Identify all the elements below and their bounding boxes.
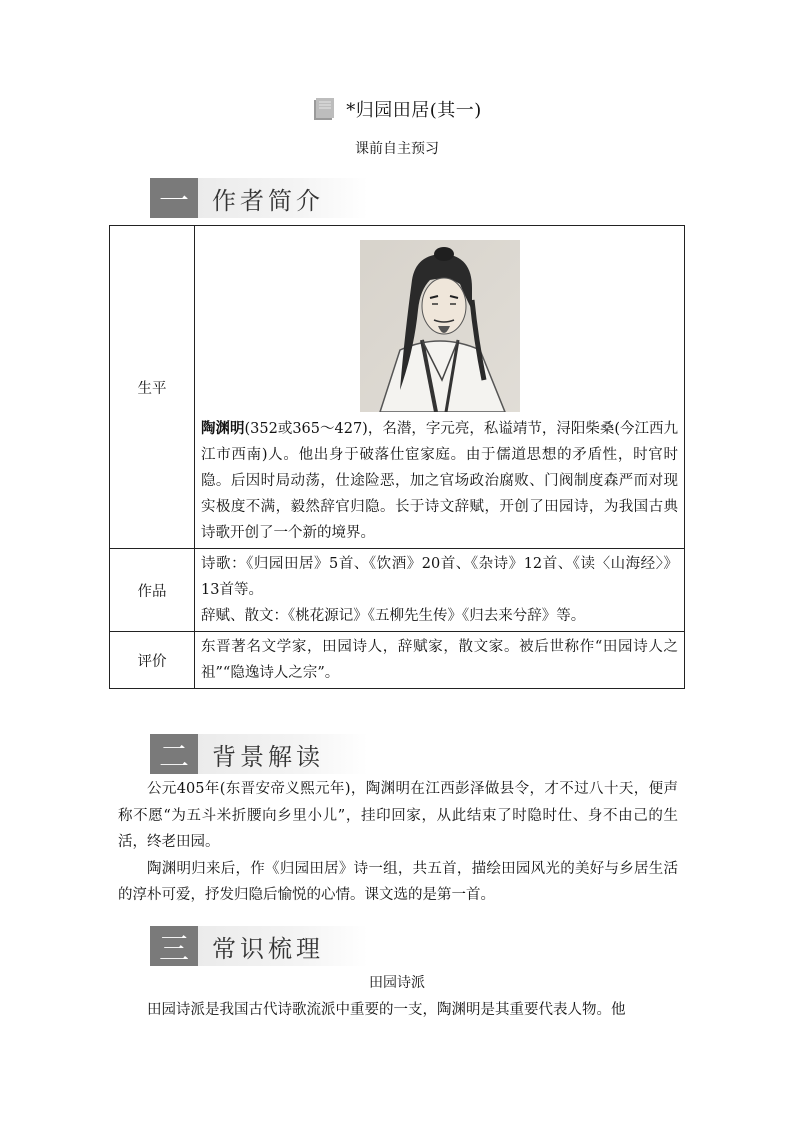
background-paragraph-1: 公元405年(东晋安帝义熙元年)，陶渊明在江西彭泽做县令，才不过八十天，便声称不愿“为五斗米折腰向乡里小儿”，挂印回家，从此结束了时隐时仕、身不由己的生活，终老田园。 bbox=[118, 781, 678, 850]
life-paragraph bbox=[201, 416, 678, 546]
table-row-works bbox=[110, 549, 685, 632]
section-number: 三 bbox=[150, 926, 198, 966]
section-title: 常识梳理 bbox=[198, 926, 368, 966]
portrait-image bbox=[360, 240, 520, 412]
works-cell bbox=[195, 549, 685, 632]
life-label: 生平 bbox=[110, 226, 195, 549]
evaluation-label: 评价 bbox=[110, 632, 195, 689]
portrait-wrap bbox=[201, 228, 678, 416]
page-subtitle: 课前自主预习 bbox=[355, 141, 439, 157]
section-number: 二 bbox=[150, 734, 198, 774]
section-heading-knowledge bbox=[150, 926, 368, 966]
life-text: (352或365～427)，名潜，字元亮，私谥靖节，浔阳柴桑(今江西九江市西南)人。他出身于破落仕宦家庭。由于儒道思想的矛盾性，时官时隐。后因时局动荡，仕途险恶，加之官场政治腐败、门阀制度森严而对现实极度不满，毅然辞官归隐。长于诗文辞赋，开创了田园诗，为我国古典诗歌开创了一个新的境界。 bbox=[201, 421, 678, 541]
table-row-life bbox=[110, 226, 685, 549]
works-label: 作品 bbox=[110, 549, 195, 632]
author-name: 陶渊明 bbox=[201, 420, 245, 437]
table-row-evaluation bbox=[110, 632, 685, 689]
title-row bbox=[0, 96, 794, 122]
works-prose: 辞赋、散文：《桃花源记》《五柳先生传》《归去来兮辞》等。 bbox=[201, 608, 586, 624]
knowledge-paragraph-1: 田园诗派是我国古代诗歌流派中重要的一支，陶渊明是其重要代表人物。他 bbox=[147, 1002, 626, 1018]
section-number: 一 bbox=[150, 178, 198, 218]
evaluation-text: 东晋著名文学家，田园诗人，辞赋家，散文家。被后世称作“田园诗人之祖”“隐逸诗人之宗”。 bbox=[201, 639, 678, 681]
section-heading-background bbox=[150, 734, 368, 774]
knowledge-subtitle: 田园诗派 bbox=[369, 975, 425, 991]
works-poetry: 诗歌：《归园田居》5首、《饮酒》20首、《杂诗》12首、《读〈山海经〉》13首等。 bbox=[201, 556, 678, 598]
background-paragraph-2: 陶渊明归来后，作《归园田居》诗一组，共五首，描绘田园风光的美好与乡居生活的淳朴可爱，抒发归隐后愉悦的心情。课文选的是第一首。 bbox=[118, 860, 678, 903]
section-heading-author bbox=[150, 178, 368, 218]
evaluation-cell bbox=[195, 632, 685, 689]
section-title: 背景解读 bbox=[198, 734, 368, 774]
author-table bbox=[109, 225, 685, 689]
book-icon bbox=[312, 96, 336, 122]
life-cell bbox=[195, 226, 685, 549]
section-title: 作者简介 bbox=[198, 178, 368, 218]
page-title: *归园田居(其一) bbox=[346, 100, 482, 121]
background-text bbox=[118, 776, 678, 909]
knowledge-text bbox=[118, 997, 678, 1024]
page-header bbox=[0, 96, 794, 158]
